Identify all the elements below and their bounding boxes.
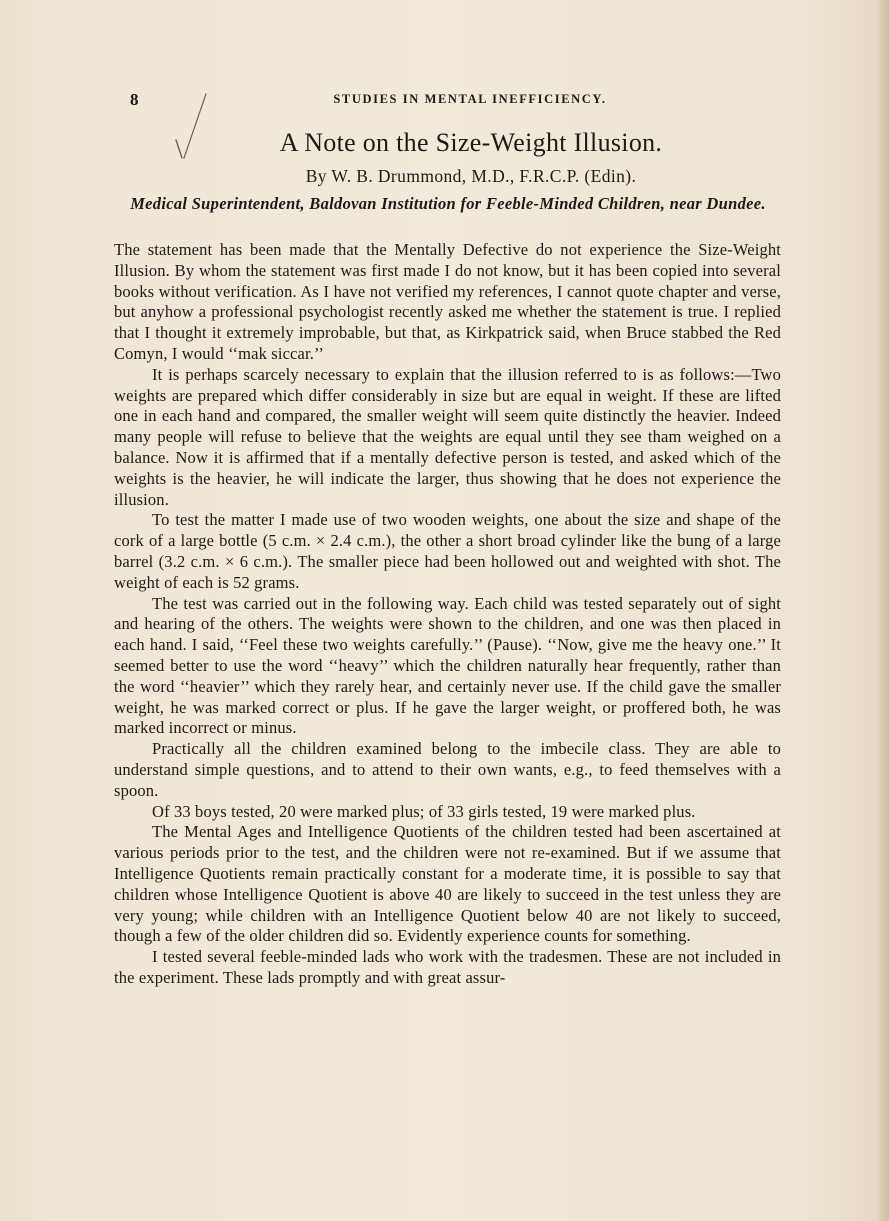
page-header (130, 90, 782, 114)
paragraph-3: To test the matter I made use of two wooden weights, one about the size and shape of the cork of a large bottle (5 c.m. × 2.4 c.m.), the other a short broad cylinder like the bung of a large barrel (3.2 c.m. × 6 c.m.). The smaller piece had been hollowed out and weighted with shot. The weight of each is 52 grams. (114, 510, 781, 592)
running-head: STUDIES IN MENTAL INEFFICIENCY. (333, 92, 607, 106)
article-byline: By W. B. Drummond, M.D., F.R.C.P. (Edin). (305, 166, 637, 186)
page-number: 8 (130, 90, 139, 109)
paragraph-1: The statement has been made that the Mentally Defective do not experience the Size-Weight Illusion. By whom the statement was first made I do not know, but it has been copied into several books without verification. As I have not verified my references, I cannot quote chapter and verse, but anyhow a professional psychologist recently asked me whether the statement is true. I replied that I thought it extremely improbable, but that, as Kirkpatrick said, when Bruce stabbed the Red Comyn, I would ‘‘mak siccar.’’ (114, 240, 781, 363)
paragraph-5: Practically all the children examined belong to the imbecile class. They are able to understand simple questions, and to attend to their own wants, e.g., to feed themselves with a spoon. (114, 739, 781, 800)
author-affiliation: Medical Superintendent, Baldovan Institution for Feeble-Minded Children, near Dundee. (130, 194, 766, 213)
paragraph-4: The test was carried out in the following way. Each child was tested separately out of sight and hearing of the others. The weights were shown to the children, and one was then placed in each hand. I said, ‘‘Feel these two weights carefully.’’ (Pause). ‘‘Now, give me the heavy one.’’ It seemed better to use the word ‘‘heavy’’ which the children naturally hear frequently, rather than the word ‘‘heavier’’ which they rarely hear, and certainly never use. If the child gave the smaller weight, he was marked correct or plus. If he gave the larger weight, or proffered both, he was marked incorrect or minus. (114, 593, 781, 738)
article-body (114, 240, 781, 989)
paragraph-7: The Mental Ages and Intelligence Quotients of the children tested had been ascertained at various periods prior to the test, and the children were not re-examined. But if we assume that Intelligence Quotients remain practically constant for a moderate time, it is possible to say that children whose Intelligence Quotient is above 40 are likely to succeed in the test unless they are very young; while children with an Intelligence Quotient below 40 are not likely to succeed, though a few of the older children did so. Evidently experience counts for something. (114, 822, 781, 946)
page-edge-shadow (875, 0, 889, 1221)
article-title: A Note on the Size-Weight Illusion. (279, 128, 663, 157)
paragraph-8: I tested several feeble-minded lads who work with the tradesmen. These are not included in the experiment. These lads promptly and with great assur- (114, 947, 781, 987)
paragraph-2: It is perhaps scarcely necessary to explain that the illusion referred to is as follows:—Two weights are prepared which differ considerably in size but are equal in weight. If these are lifted one in each hand and compared, the smaller weight will seem quite distinctly the heavier. Indeed many people will refuse to believe that the weights are equal until they see tham weighed on a balance. Now it is affirmed that if a mentally defective person is tested, and asked which of the weights is the heavier, he will indicate the larger, thus showing that he does not experience the illusion. (114, 364, 781, 509)
paragraph-6: Of 33 boys tested, 20 were marked plus; of 33 girls tested, 19 were marked plus. (152, 801, 696, 821)
